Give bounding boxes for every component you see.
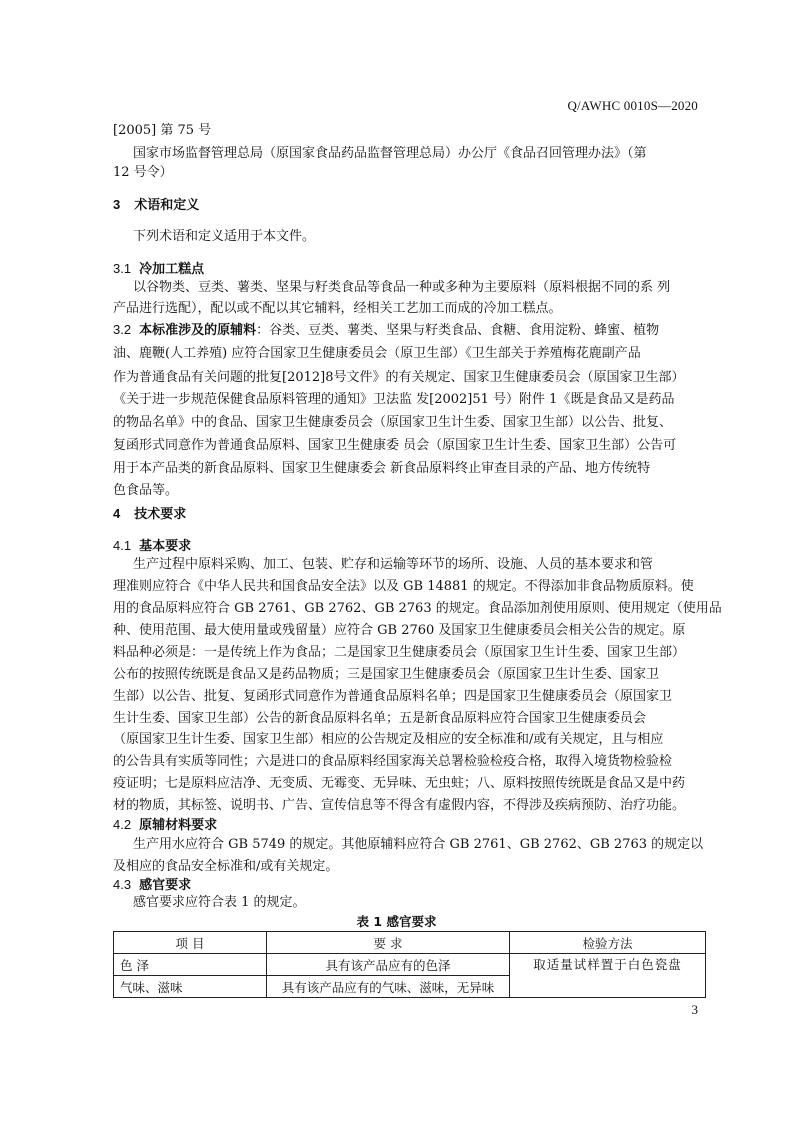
section-title: 技术要求: [134, 507, 187, 522]
clause-number: 4.2: [113, 817, 132, 832]
clause-4-3-heading: [113, 876, 191, 895]
clause-title: 冷加工糕点: [139, 262, 205, 277]
paragraph-line: 色食品等。: [113, 483, 179, 498]
paragraph-line: 作为普通食品有关问题的批复[2012]8号文件》的有关规定、国家卫生健康委员会（原国家卫生部）: [113, 370, 685, 385]
cell-method: 取适量试样置于白色瓷盘: [510, 954, 706, 998]
intro-line: [2005] 第 75 号: [113, 123, 212, 138]
paragraph-line: 感官要求应符合表 1 的规定。: [133, 895, 306, 910]
cell-item: 色 泽: [114, 954, 267, 976]
paragraph-line: 用于本产品类的新食品原料、国家卫生健康委会 新食品原料终止审查目录的产品、地方传统特: [113, 461, 651, 476]
header-item: 项 目: [114, 932, 267, 954]
paragraph-line: 生计生委、国家卫生部）公告的新食品原料名单；五是新食品原料应符合国家卫生健康委员会: [113, 711, 647, 726]
cell-item: 气味、滋味: [114, 976, 267, 998]
clause-title: 感官要求: [139, 878, 192, 893]
paragraph-line: 用的食品原料应符合 GB 2761、GB 2762、GB 2763 的规定。食品添加剂使用原则、使用规定（使用品: [113, 601, 722, 616]
intro-line: 国家市场监督管理总局（原国家食品药品监督管理总局）办公厅《食品召回管理办法》（第: [133, 146, 647, 161]
table-header-row: [114, 932, 706, 954]
paragraph-line: 的公告具有实质等同性；六是进口的食品原料经国家海关总署检验检疫合格，取得入境货物检验检: [113, 754, 673, 769]
clause-number: 4.3: [113, 877, 132, 892]
clause-title: 本标准涉及的原辅料: [139, 323, 257, 338]
paragraph-line: 及相应的食品安全标准和/或有关规定。: [113, 859, 339, 874]
clause-4-2-heading: [113, 816, 217, 835]
paragraph-line: 生产用水应符合 GB 5749 的规定。其他原辅料应符合 GB 2761、GB 2762、GB 2763 的规定以: [133, 837, 704, 852]
cell-requirement: 具有该产品应有的气味、滋味，无异味: [267, 976, 510, 998]
paragraph-line: 生部）以公告、批复、复函形式同意作为普通食品原料名单；四是国家卫生健康委员会（原国家卫: [113, 689, 673, 704]
clause-title: 原辅材料要求: [139, 818, 218, 833]
clause-number: 3.1: [113, 261, 132, 276]
paragraph-line: 产品进行选配），配以或不配以其它辅料，经相关工艺加工而成的冷加工糕点。: [113, 301, 562, 316]
clause-text: ：谷类、豆类、薯类、坚果与籽类食品、食糖、食用淀粉、蜂蜜、植物: [256, 323, 660, 338]
paragraph-line: 以谷物类、豆类、薯类、坚果与籽类食品等食品一种或多种为主要原料（原料根据不同的系 列: [133, 280, 671, 295]
header-method: 检验方法: [510, 932, 706, 954]
clause-4-1-heading: [113, 537, 191, 556]
table-title: 表 1 感官要求: [356, 914, 437, 929]
intro-line: 12 号令）: [113, 165, 173, 180]
cell-requirement: 具有该产品应有的色泽: [267, 954, 510, 976]
paragraph-line: 种、使用范围、最大使用量或残留量）应符合 GB 2760 及国家卫生健康委员会相关公告的规定。原: [113, 623, 686, 638]
clause-3-1-heading: [113, 260, 204, 279]
clause-3-2-line: [113, 321, 659, 340]
section-number: 4: [113, 506, 121, 521]
section-4-heading: [113, 505, 186, 524]
paragraph-line: 材的物质，其标签、说明书、广告、宣传信息等不得含有虚假内容，不得涉及疾病预防、治疗功能。: [113, 798, 686, 813]
paragraph-line: 疫证明；七是原料应洁净、无变质、无霉变、无异味、无虫蛀；八、原料按照传统既是食品又是中药: [113, 776, 686, 791]
paragraph-line: 料品种必须是：一是传统上作为食品；二是国家卫生健康委员会（原国家卫生计生委、国家卫生部）: [113, 645, 686, 660]
page-number: 3: [691, 1002, 698, 1017]
table-row: [114, 954, 706, 976]
paragraph-line: 公布的按照传统既是食品又是药品物质；三是国家卫生健康委员会（原国家卫生计生委、国家卫: [113, 667, 660, 682]
clause-title: 基本要求: [139, 539, 192, 554]
paragraph-line: 的物品名单》中的食品、国家卫生健康委员会（原国家卫生计生委、国家卫生部）以公告、批复、: [113, 415, 673, 430]
sensory-requirements-table: [113, 931, 706, 998]
paragraph-line: 油、鹿鞭(人工养殖) 应符合国家卫生健康委员会（原卫生部）《卫生部关于养殖梅花鹿副产品: [113, 346, 641, 361]
clause-number: 4.1: [113, 538, 132, 553]
paragraph-line: 理准则应符合《中华人民共和国食品安全法》以及 GB 14881 的规定。不得添加非食品物质原料。使: [113, 579, 694, 594]
section-title: 术语和定义: [134, 198, 200, 213]
paragraph-line: 《关于进一步规范保健食品原料管理的通知》卫法监 发[2002]51 号）附件 1《既是食品又是药品: [113, 392, 675, 407]
section-3-heading: [113, 196, 199, 215]
header-requirement: 要 求: [267, 932, 510, 954]
paragraph-line: 生产过程中原料采购、加工、包装、贮存和运输等环节的场所、设施、人员的基本要求和管: [133, 557, 654, 572]
clause-number: 3.2: [113, 322, 132, 337]
paragraph-line: （原国家卫生计生委、国家卫生部）相应的公告规定及相应的安全标准和/或有关规定，且与相应: [113, 732, 664, 747]
section-3-intro: 下列术语和定义适用于本文件。: [133, 229, 316, 244]
paragraph-line: 复函形式同意作为普通食品原料、国家卫生健康委 员会（原国家卫生计生委、国家卫生部）公告可: [113, 438, 677, 453]
section-number: 3: [113, 197, 121, 212]
doc-code: Q/AWHC 0010S—2020: [567, 98, 698, 113]
